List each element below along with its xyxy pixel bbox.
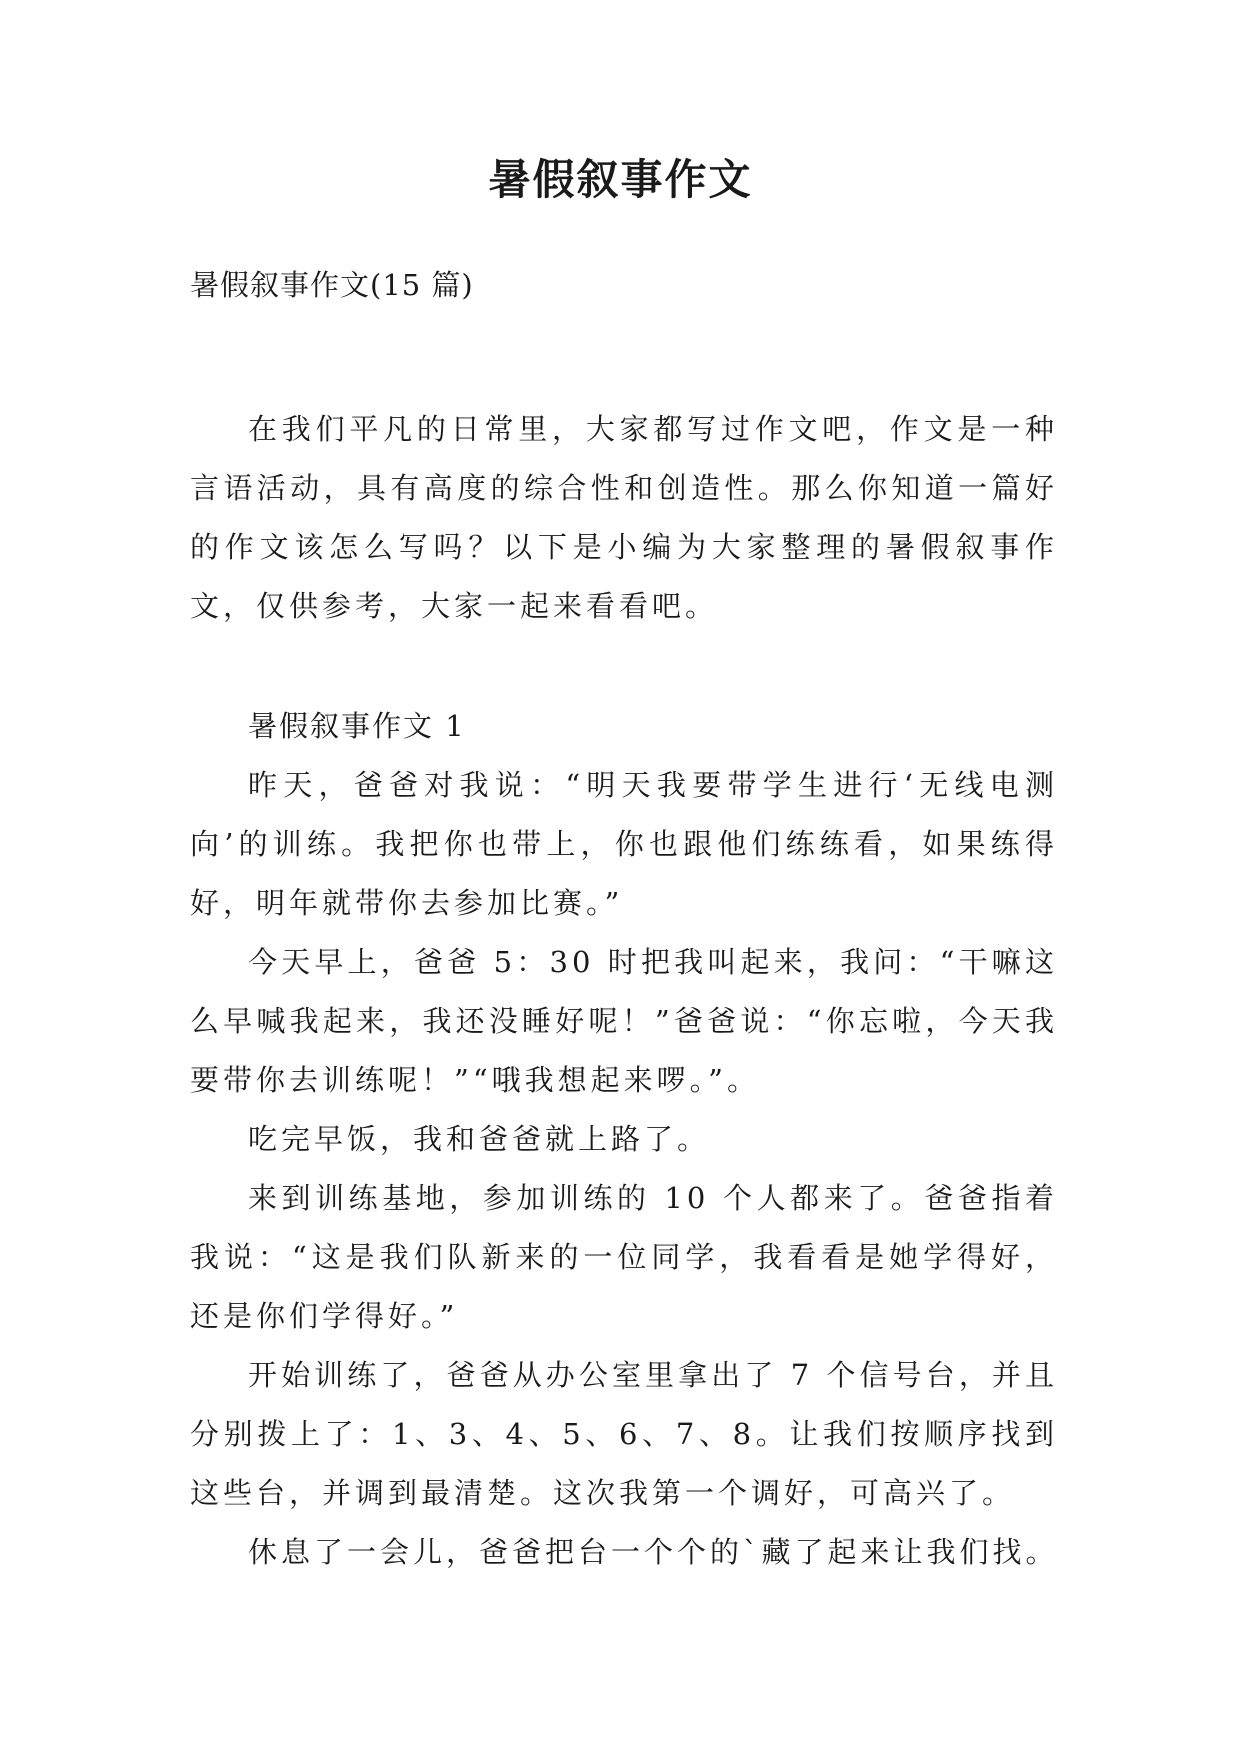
essay-section bbox=[190, 697, 1058, 1582]
paragraph-5: 开始训练了，爸爸从办公室里拿出了 7 个信号台，并且分别拨上了：1、3、4、5、6、7、8。让我们按顺序找到这些台，并调到最清楚。这次我第一个调好，可高兴了。 bbox=[190, 1358, 1058, 1510]
intro-paragraph: 在我们平凡的日常里，大家都写过作文吧，作文是一种言语活动，具有高度的综合性和创造性。那么你知道一篇好的作文该怎么写吗？以下是小编为大家整理的暑假叙事作文，仅供参考，大家一起来看看吧。 bbox=[190, 412, 1058, 623]
intro-block bbox=[190, 400, 1058, 636]
section-heading: 暑假叙事作文 1 bbox=[248, 709, 466, 743]
document-title: 暑假叙事作文 bbox=[488, 155, 753, 204]
paragraph-2: 今天早上，爸爸 5：30 时把我叫起来，我问：“干嘛这么早喊我起来，我还没睡好呢！”爸爸说：“你忘啦，今天我要带你去训练呢！”“哦我想起来啰。”。 bbox=[190, 945, 1058, 1097]
paragraph-6: 休息了一会儿，爸爸把台一个个的`藏了起来让我们找。 bbox=[248, 1535, 1059, 1569]
paragraph-1: 昨天，爸爸对我说：“明天我要带学生进行‘无线电测向’的训练。我把你也带上，你也跟他们练练看，如果练得好，明年就带你去参加比赛。” bbox=[190, 768, 1058, 920]
document-subtitle: 暑假叙事作文(15 篇) bbox=[190, 268, 474, 302]
paragraph-3: 吃完早饭，我和爸爸就上路了。 bbox=[248, 1122, 711, 1156]
paragraph-4: 来到训练基地，参加训练的 10 个人都来了。爸爸指着我说：“这是我们队新来的一位同学，我看看是她学得好，还是你们学得好。” bbox=[190, 1181, 1058, 1333]
